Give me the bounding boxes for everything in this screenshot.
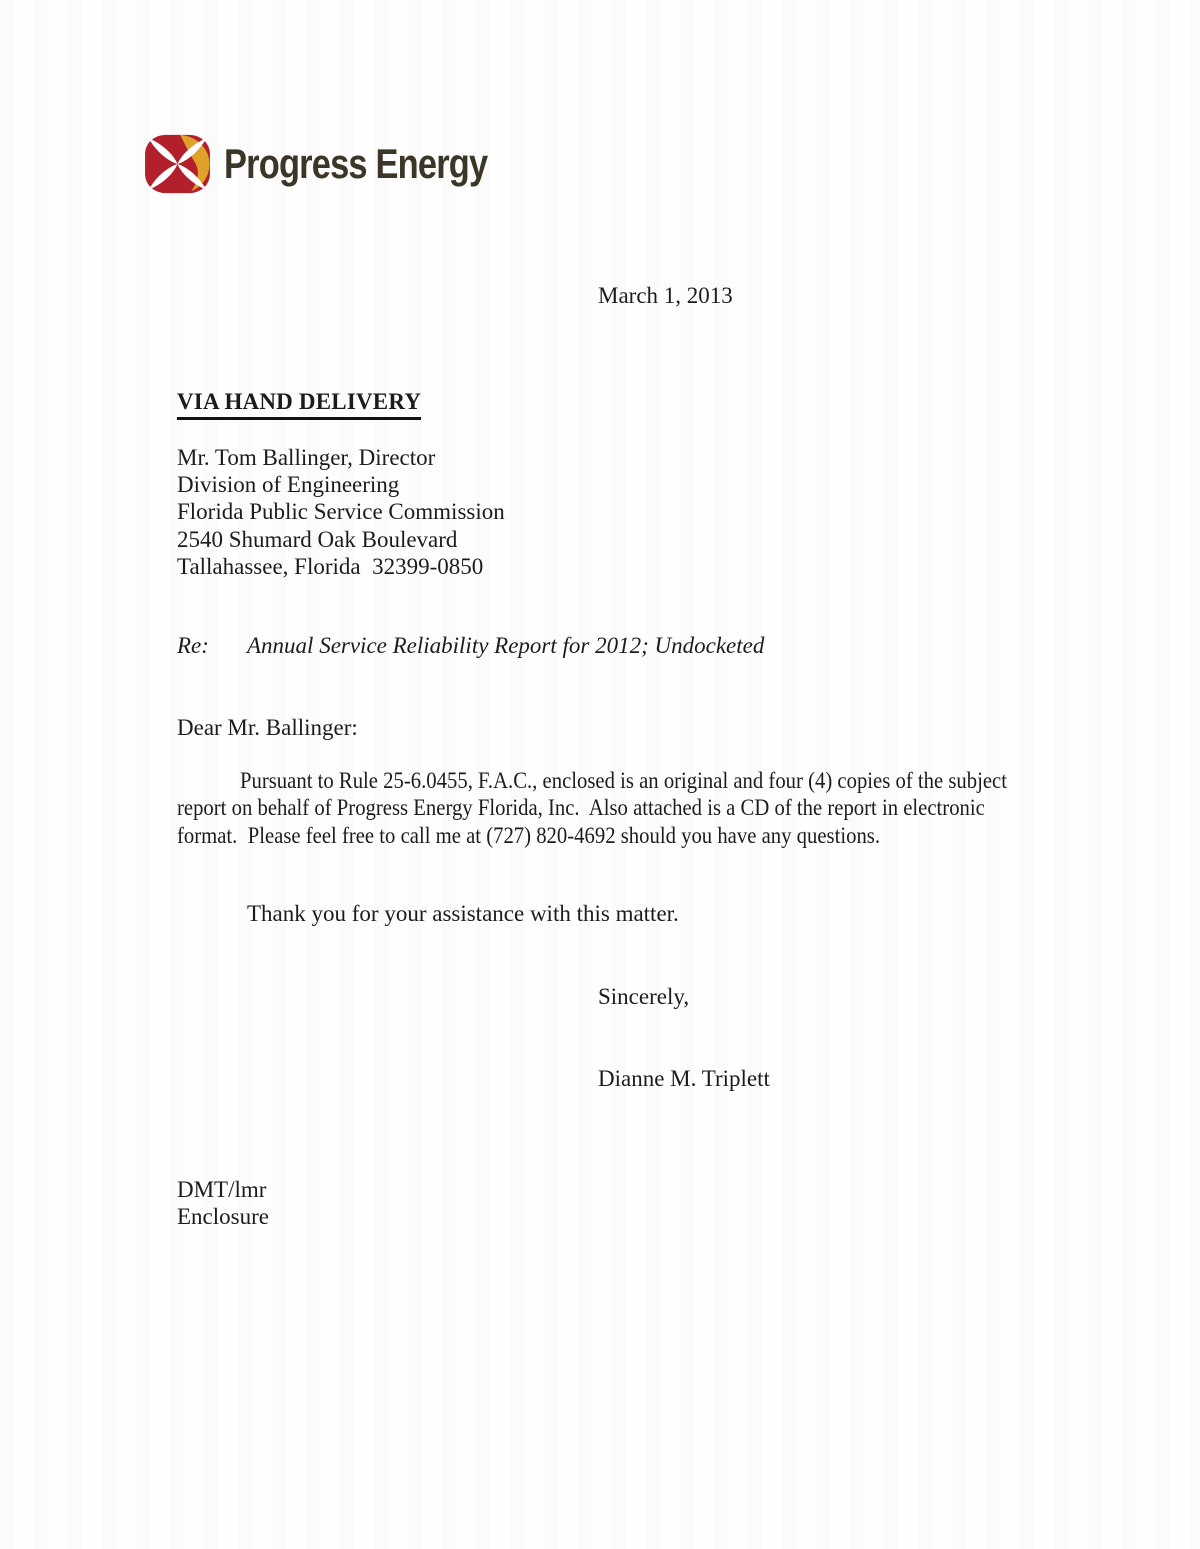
reference-initials: DMT/lmr xyxy=(177,1177,267,1202)
recipient-street-line: 2540 Shumard Oak Boulevard xyxy=(177,526,458,552)
recipient-name-line: Mr. Tom Ballinger, Director xyxy=(177,445,436,470)
letter-date: March 1, 2013 xyxy=(598,283,733,308)
re-label: Re: xyxy=(177,633,209,658)
delivery-method xyxy=(177,389,421,420)
recipient-division-line: Division of Engineering xyxy=(177,472,400,498)
delivery-method-text: VIA HAND DELIVERY xyxy=(177,389,421,420)
signature-name: Dianne M. Triplett xyxy=(598,1066,770,1091)
closing: Sincerely, xyxy=(598,984,690,1009)
re-subject: Annual Service Reliability Report for 2012; Undocketed xyxy=(247,633,765,658)
recipient-city-line: Tallahassee, Florida 32399-0850 xyxy=(177,553,484,579)
logo-wordmark: Progress Energy xyxy=(224,140,488,187)
subject-line xyxy=(177,633,764,659)
footer-reference-block xyxy=(177,1176,269,1230)
enclosure-note: Enclosure xyxy=(177,1204,269,1230)
recipient-organization-line: Florida Public Service Commission xyxy=(177,499,505,525)
salutation: Dear Mr. Ballinger: xyxy=(177,715,358,740)
body-paragraph-2: Thank you for your assistance with this matter. xyxy=(247,901,679,926)
letterhead xyxy=(143,133,545,195)
recipient-address xyxy=(177,444,505,580)
body-paragraph-1: Pursuant to Rule 25-6.0455, F.A.C., enclosed is an original and four (4) copies of the subject report on behalf of Progress Energy Florida, Inc. Also attached is a CD of the report in electronic format. Please feel free to call me at (727) 820-4692 should you have any questions. xyxy=(177,768,1013,848)
pinwheel-swirl-icon xyxy=(143,133,212,195)
